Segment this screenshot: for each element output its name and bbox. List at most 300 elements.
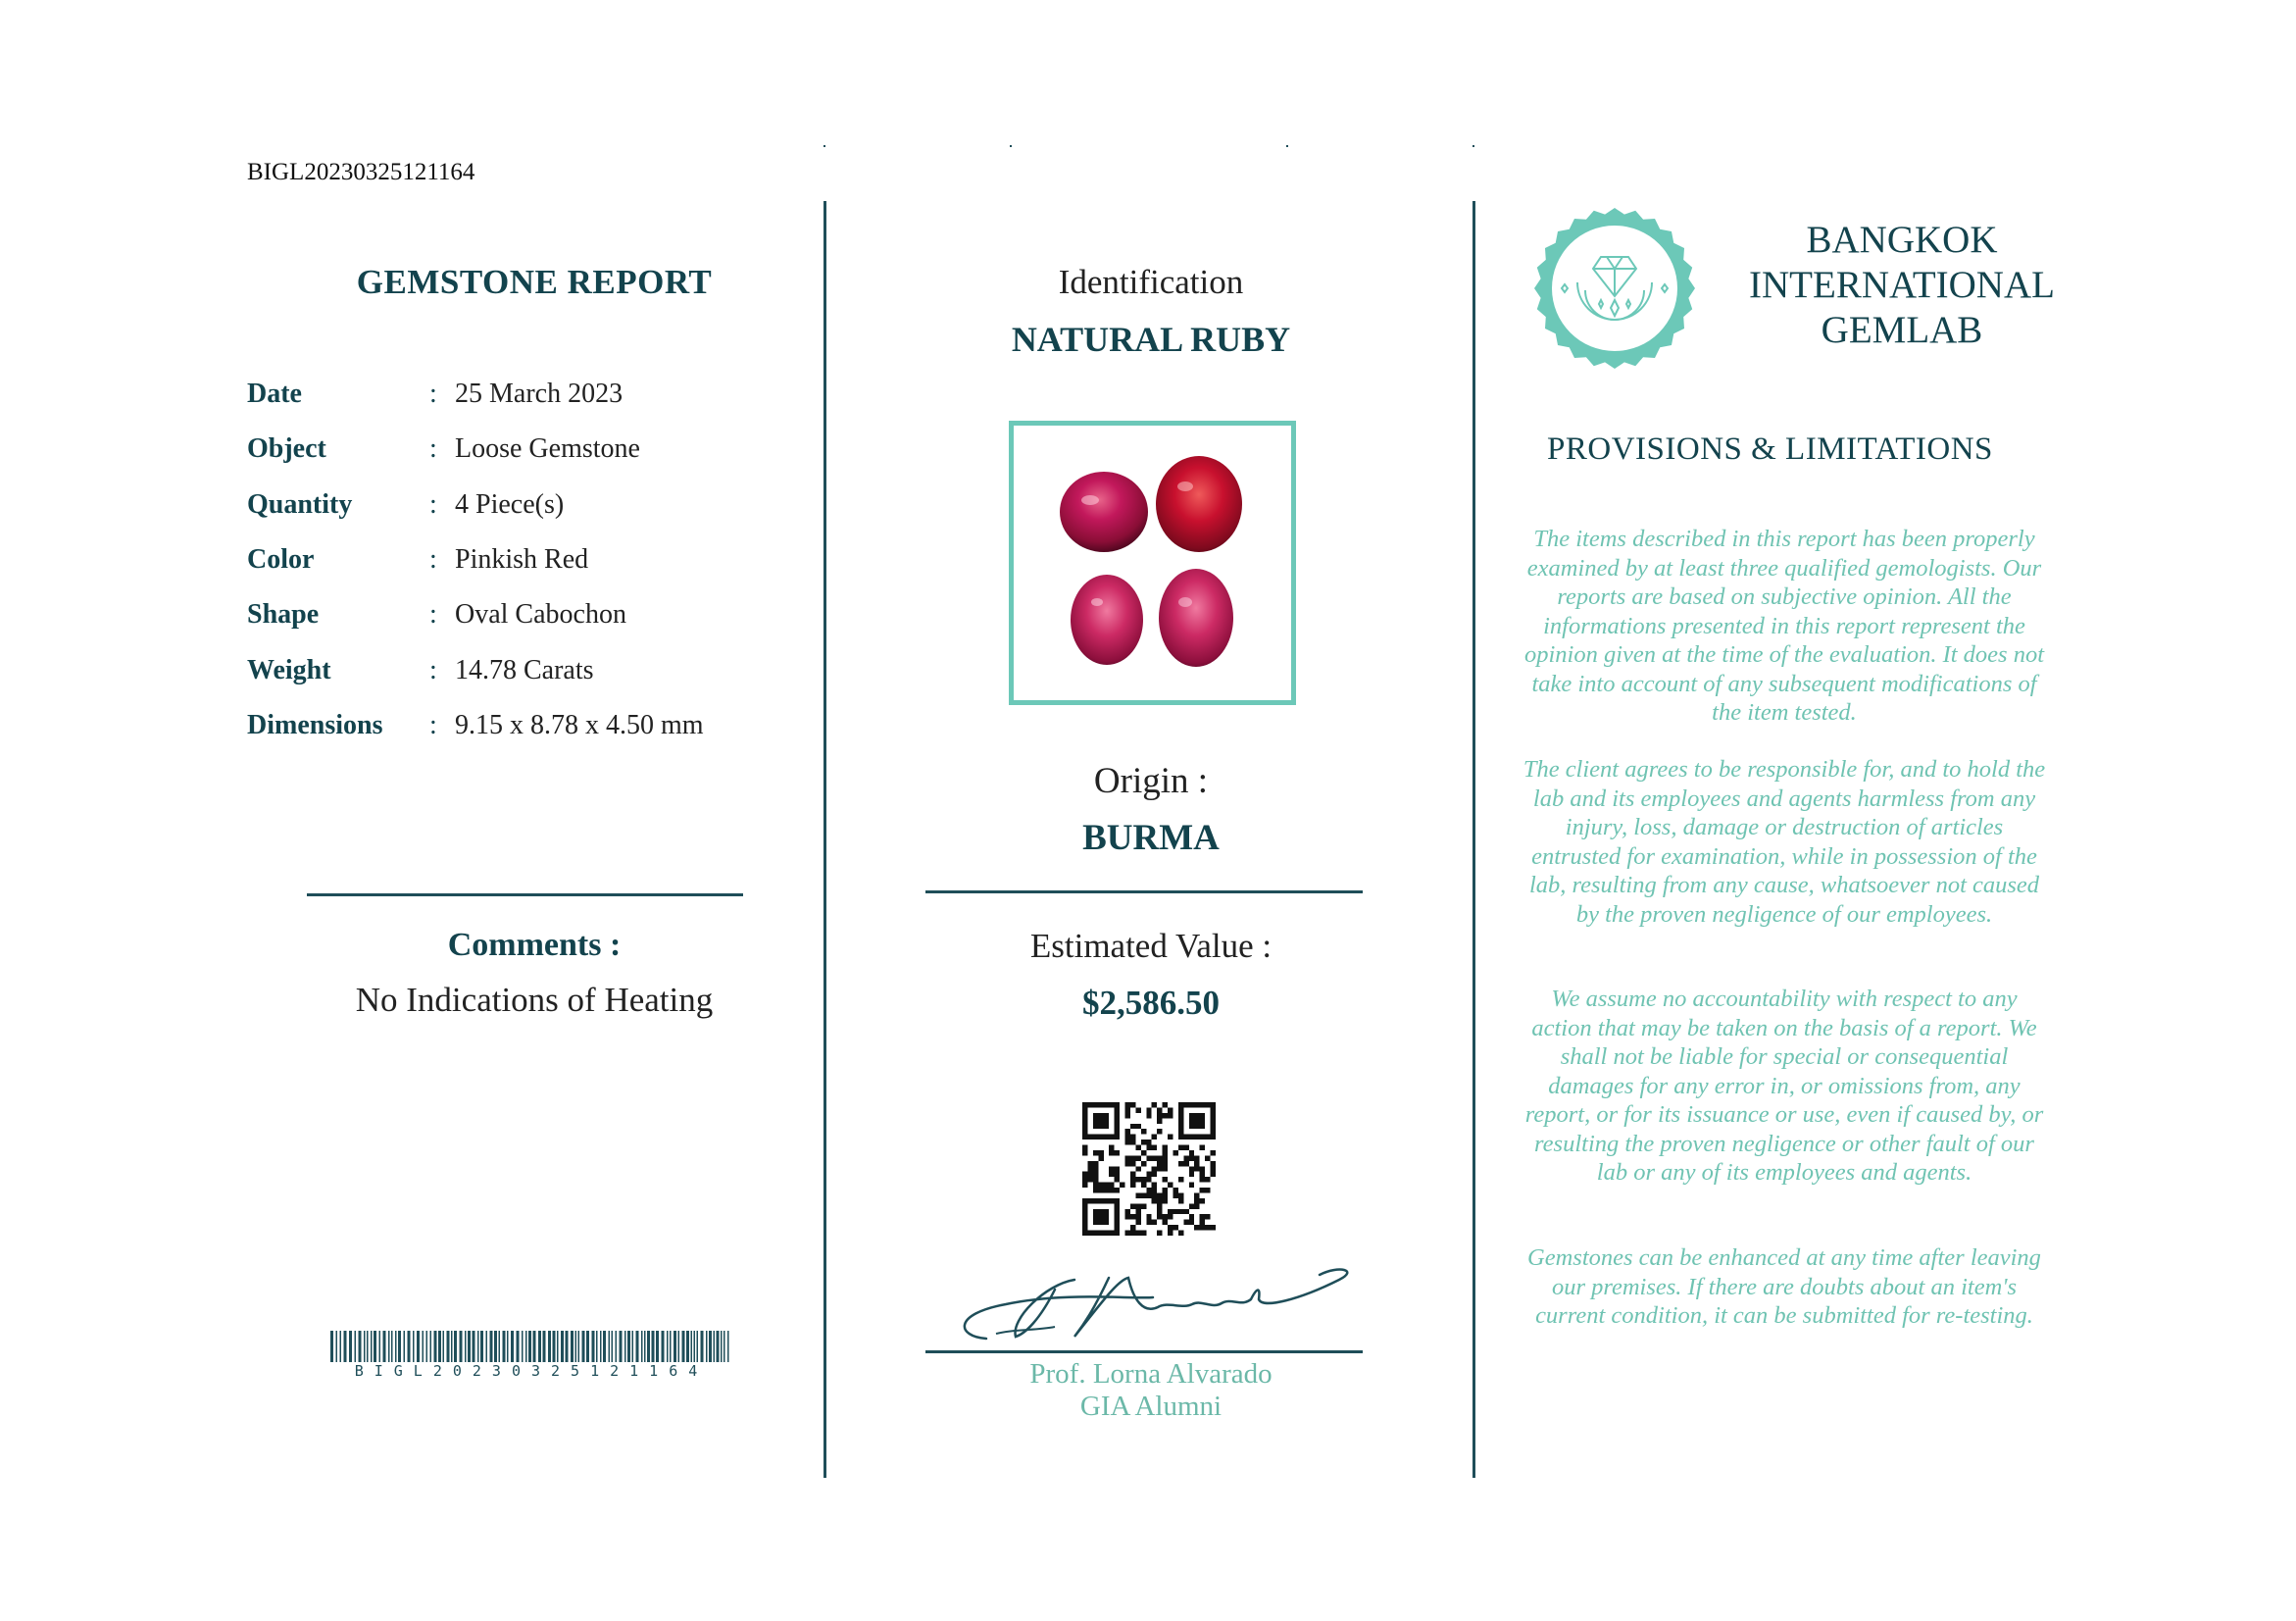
barcode-bar bbox=[364, 1331, 366, 1362]
qr-module bbox=[1135, 1177, 1140, 1182]
qr-module bbox=[1200, 1145, 1205, 1150]
barcode-bar bbox=[371, 1331, 373, 1362]
qr-module bbox=[1157, 1198, 1162, 1203]
qr-module bbox=[1093, 1135, 1098, 1140]
qr-module bbox=[1168, 1214, 1173, 1219]
qr-module bbox=[1082, 1183, 1087, 1188]
qr-module bbox=[1178, 1177, 1183, 1182]
barcode bbox=[330, 1331, 732, 1362]
detail-value: Pinkish Red bbox=[455, 544, 589, 575]
provisions-paragraph: The client agrees to be responsible for, and to hold the lab and its employees and agents harmless from any injury, loss, damage or destruction of articles entrusted for examination, while in possession of the lab, resulting from any cause, whatsoever not caused by the proven negligence of our employees. bbox=[1522, 756, 2046, 928]
qr-module bbox=[1178, 1135, 1183, 1140]
qr-module bbox=[1115, 1107, 1120, 1112]
qr-module bbox=[1194, 1203, 1199, 1208]
qr-module bbox=[1125, 1107, 1130, 1112]
qr-module bbox=[1194, 1166, 1199, 1171]
barcode-bar bbox=[670, 1331, 672, 1362]
qr-module bbox=[1093, 1209, 1098, 1214]
provisions-paragraph: We assume no accountability with respect to any action that may be taken on the basis of a report. We shall not be liable for special or consequential damages for any error in, or omissions from, any report, or for its issuance or use, even if caused by, or resulting the proven negligence or other fault of our lab or any of its employees and agents. bbox=[1524, 986, 2044, 1186]
barcode-bar bbox=[408, 1331, 411, 1362]
detail-separator: : bbox=[429, 655, 437, 685]
barcode-bar bbox=[641, 1331, 643, 1362]
qr-module bbox=[1173, 1150, 1177, 1155]
qr-module bbox=[1152, 1188, 1157, 1192]
qr-module bbox=[1109, 1172, 1114, 1177]
barcode-bar bbox=[656, 1331, 659, 1362]
qr-module bbox=[1163, 1113, 1168, 1118]
qr-module bbox=[1087, 1172, 1092, 1177]
barcode-bar bbox=[644, 1331, 646, 1362]
barcode-bar bbox=[596, 1331, 598, 1362]
qr-module bbox=[1130, 1124, 1135, 1129]
qr-module bbox=[1104, 1188, 1109, 1192]
qr-module bbox=[1200, 1102, 1205, 1107]
qr-module bbox=[1205, 1177, 1210, 1182]
barcode-bar bbox=[460, 1331, 463, 1362]
qr-module bbox=[1093, 1172, 1098, 1177]
barcode-bar bbox=[480, 1331, 483, 1362]
qr-module bbox=[1194, 1161, 1199, 1166]
qr-module bbox=[1087, 1177, 1092, 1182]
qr-module bbox=[1115, 1102, 1120, 1107]
detail-label: Date bbox=[247, 379, 302, 409]
qr-module bbox=[1104, 1124, 1109, 1129]
qr-module bbox=[1157, 1214, 1162, 1219]
detail-separator: : bbox=[429, 489, 437, 520]
qr-module bbox=[1141, 1203, 1146, 1208]
qr-module bbox=[1146, 1188, 1151, 1192]
barcode-bar bbox=[391, 1331, 393, 1362]
qr-module bbox=[1168, 1113, 1173, 1118]
provisions-paragraph: Gemstones can be enhanced at any time after leaving our premises. If there are doubts about an item's current condition, it can be submitted for re-testing. bbox=[1527, 1244, 2041, 1329]
barcode-bar bbox=[330, 1331, 333, 1362]
qr-module bbox=[1082, 1129, 1087, 1134]
qr-module bbox=[1173, 1188, 1177, 1192]
qr-module bbox=[1157, 1129, 1162, 1134]
qr-module bbox=[1163, 1150, 1168, 1155]
qr-module bbox=[1205, 1102, 1210, 1107]
qr-module bbox=[1211, 1124, 1216, 1129]
qr-module bbox=[1211, 1166, 1216, 1171]
qr-module bbox=[1141, 1129, 1146, 1134]
qr-module bbox=[1189, 1135, 1194, 1140]
qr-module bbox=[1178, 1231, 1183, 1236]
lab-name bbox=[1725, 218, 2078, 353]
barcode-bar bbox=[367, 1331, 369, 1362]
qr-module bbox=[1135, 1192, 1140, 1197]
barcode-bar bbox=[543, 1331, 546, 1362]
qr-module bbox=[1093, 1188, 1098, 1192]
qr-module bbox=[1115, 1231, 1120, 1236]
qr-module bbox=[1115, 1129, 1120, 1134]
qr-module bbox=[1104, 1102, 1109, 1107]
qr-module bbox=[1104, 1231, 1109, 1236]
signature bbox=[947, 1260, 1359, 1353]
qr-module bbox=[1135, 1220, 1140, 1225]
qr-module bbox=[1141, 1140, 1146, 1144]
qr-module bbox=[1125, 1209, 1130, 1214]
qr-module bbox=[1211, 1129, 1216, 1134]
qr-module bbox=[1115, 1124, 1120, 1129]
qr-module bbox=[1135, 1203, 1140, 1208]
qr-module bbox=[1093, 1102, 1098, 1107]
qr-module bbox=[1093, 1166, 1098, 1171]
qr-module bbox=[1200, 1172, 1205, 1177]
estimated-value-amount: $2,586.50 bbox=[1082, 984, 1220, 1022]
qr-module bbox=[1157, 1166, 1162, 1171]
qr-module bbox=[1178, 1124, 1183, 1129]
lab-seal-logo bbox=[1532, 206, 1697, 371]
barcode-bar bbox=[575, 1331, 577, 1362]
barcode-bar bbox=[379, 1331, 381, 1362]
barcode-bar bbox=[678, 1331, 680, 1362]
qr-module bbox=[1104, 1209, 1109, 1214]
detail-value: 14.78 Carats bbox=[455, 655, 594, 685]
signer-title: GIA Alumni bbox=[1079, 1391, 1223, 1422]
qr-module bbox=[1163, 1198, 1168, 1203]
barcode-bar bbox=[724, 1331, 725, 1362]
qr-module bbox=[1087, 1135, 1092, 1140]
qr-module bbox=[1082, 1145, 1087, 1150]
barcode-bar bbox=[538, 1331, 541, 1362]
qr-module bbox=[1211, 1150, 1216, 1155]
barcode-bar bbox=[691, 1331, 693, 1362]
barcode-bar bbox=[717, 1331, 720, 1362]
detail-separator: : bbox=[429, 544, 437, 575]
qr-module bbox=[1130, 1155, 1135, 1160]
origin-label: Origin : bbox=[1093, 761, 1209, 801]
qr-module bbox=[1146, 1172, 1151, 1177]
qr-module bbox=[1115, 1135, 1120, 1140]
barcode-bar bbox=[557, 1331, 559, 1362]
qr-module bbox=[1211, 1107, 1216, 1112]
qr-module bbox=[1157, 1161, 1162, 1166]
qr-module bbox=[1168, 1107, 1173, 1112]
qr-module bbox=[1093, 1118, 1098, 1123]
qr-module bbox=[1194, 1102, 1199, 1107]
barcode-bar bbox=[423, 1331, 424, 1362]
barcode-bar bbox=[709, 1331, 712, 1362]
qr-module bbox=[1115, 1209, 1120, 1214]
qr-module bbox=[1093, 1161, 1098, 1166]
barcode-bar bbox=[533, 1331, 536, 1362]
qr-module bbox=[1173, 1192, 1177, 1197]
qr-module bbox=[1178, 1113, 1183, 1118]
qr-module bbox=[1178, 1118, 1183, 1123]
barcode-bar bbox=[582, 1331, 585, 1362]
barcode-bar bbox=[686, 1331, 689, 1362]
signer-name: Prof. Lorna Alvarado bbox=[1029, 1358, 1273, 1390]
qr-module bbox=[1135, 1209, 1140, 1214]
qr-module bbox=[1082, 1214, 1087, 1219]
qr-module bbox=[1087, 1102, 1092, 1107]
qr-module bbox=[1130, 1161, 1135, 1166]
qr-module bbox=[1130, 1183, 1135, 1188]
qr-module bbox=[1168, 1225, 1173, 1230]
detail-value: 25 March 2023 bbox=[455, 379, 624, 409]
qr-module bbox=[1211, 1161, 1216, 1166]
qr-module bbox=[1109, 1166, 1114, 1171]
ruby-stone bbox=[1060, 472, 1148, 552]
detail-label: Dimensions bbox=[247, 710, 383, 740]
qr-module bbox=[1082, 1209, 1087, 1214]
qr-module bbox=[1130, 1140, 1135, 1144]
qr-module bbox=[1082, 1113, 1087, 1118]
qr-module bbox=[1146, 1192, 1151, 1197]
qr-module bbox=[1109, 1231, 1114, 1236]
qr-module bbox=[1082, 1203, 1087, 1208]
qr-module bbox=[1135, 1107, 1140, 1112]
qr-module bbox=[1141, 1161, 1146, 1166]
qr-module bbox=[1200, 1188, 1205, 1192]
qr-module bbox=[1125, 1129, 1130, 1134]
qr-module bbox=[1157, 1231, 1162, 1236]
qr-module bbox=[1163, 1214, 1168, 1219]
qr-module bbox=[1093, 1183, 1098, 1188]
qr-module bbox=[1109, 1102, 1114, 1107]
barcode-bar bbox=[490, 1331, 493, 1362]
qr-module bbox=[1098, 1150, 1103, 1155]
qr-module bbox=[1211, 1102, 1216, 1107]
barcode-bar bbox=[447, 1331, 450, 1362]
qr-module bbox=[1082, 1102, 1087, 1107]
detail-label: Color bbox=[247, 544, 315, 575]
qr-module bbox=[1146, 1140, 1151, 1144]
qr-module bbox=[1178, 1198, 1183, 1203]
qr-module bbox=[1115, 1177, 1120, 1182]
qr-module bbox=[1104, 1220, 1109, 1225]
barcode-bar bbox=[612, 1331, 614, 1362]
qr-module bbox=[1082, 1220, 1087, 1225]
qr-module bbox=[1098, 1188, 1103, 1192]
qr-module bbox=[1109, 1183, 1114, 1188]
barcode-bar bbox=[721, 1331, 723, 1362]
barcode-bar bbox=[600, 1331, 602, 1362]
barcode-bar bbox=[344, 1331, 347, 1362]
qr-module bbox=[1082, 1198, 1087, 1203]
ruby-stone bbox=[1156, 456, 1242, 552]
qr-module bbox=[1125, 1135, 1130, 1140]
qr-code[interactable] bbox=[1082, 1102, 1216, 1236]
barcode-bar bbox=[499, 1331, 501, 1362]
qr-module bbox=[1173, 1209, 1177, 1214]
qr-module bbox=[1163, 1145, 1168, 1150]
qr-module bbox=[1152, 1102, 1157, 1107]
qr-module bbox=[1125, 1155, 1130, 1160]
qr-module bbox=[1211, 1113, 1216, 1118]
barcode-bar bbox=[383, 1331, 386, 1362]
crop-mark bbox=[824, 145, 825, 147]
qr-module bbox=[1098, 1113, 1103, 1118]
qr-module bbox=[1200, 1135, 1205, 1140]
barcode-bar bbox=[355, 1331, 357, 1362]
qr-module bbox=[1104, 1113, 1109, 1118]
section-divider bbox=[307, 893, 743, 896]
qr-module bbox=[1178, 1161, 1183, 1166]
barcode-bar bbox=[571, 1331, 574, 1362]
qr-module bbox=[1163, 1192, 1168, 1197]
qr-module bbox=[1200, 1225, 1205, 1230]
qr-module bbox=[1146, 1177, 1151, 1182]
barcode-bar bbox=[624, 1331, 626, 1362]
qr-module bbox=[1183, 1145, 1188, 1150]
qr-module bbox=[1098, 1155, 1103, 1160]
barcode-bar bbox=[620, 1331, 623, 1362]
qr-module bbox=[1093, 1150, 1098, 1155]
barcode-bar bbox=[417, 1331, 420, 1362]
qr-module bbox=[1200, 1113, 1205, 1118]
qr-module bbox=[1146, 1214, 1151, 1219]
qr-module bbox=[1093, 1220, 1098, 1225]
qr-module bbox=[1178, 1145, 1183, 1150]
barcode-bar bbox=[468, 1331, 471, 1362]
barcode-bar bbox=[336, 1331, 338, 1362]
report-title: GEMSTONE REPORT bbox=[356, 263, 713, 301]
qr-module bbox=[1082, 1118, 1087, 1123]
qr-module bbox=[1194, 1198, 1199, 1203]
qr-module bbox=[1157, 1113, 1162, 1118]
qr-module bbox=[1109, 1198, 1114, 1203]
qr-module bbox=[1104, 1214, 1109, 1219]
qr-module bbox=[1189, 1166, 1194, 1171]
qr-module bbox=[1082, 1225, 1087, 1230]
qr-module bbox=[1093, 1177, 1098, 1182]
qr-module bbox=[1146, 1155, 1151, 1160]
barcode-bar bbox=[477, 1331, 479, 1362]
qr-module bbox=[1189, 1220, 1194, 1225]
qr-module bbox=[1104, 1198, 1109, 1203]
provisions-title: PROVISIONS & LIMITATIONS bbox=[1547, 431, 1993, 467]
qr-module bbox=[1200, 1198, 1205, 1203]
qr-module bbox=[1130, 1177, 1135, 1182]
qr-module bbox=[1098, 1135, 1103, 1140]
qr-module bbox=[1125, 1214, 1130, 1219]
detail-label: Quantity bbox=[247, 489, 353, 520]
qr-module bbox=[1163, 1177, 1168, 1182]
barcode-bar bbox=[434, 1331, 437, 1362]
barcode-bar bbox=[374, 1331, 376, 1362]
qr-module bbox=[1135, 1166, 1140, 1171]
signature-line bbox=[925, 1350, 1363, 1353]
qr-module bbox=[1163, 1220, 1168, 1225]
qr-module bbox=[1087, 1198, 1092, 1203]
barcode-bar bbox=[443, 1331, 445, 1362]
qr-module bbox=[1189, 1183, 1194, 1188]
barcode-bar bbox=[340, 1331, 342, 1362]
qr-module bbox=[1125, 1231, 1130, 1236]
barcode-bar bbox=[507, 1331, 509, 1362]
qr-module bbox=[1152, 1155, 1157, 1160]
qr-module bbox=[1135, 1145, 1140, 1150]
barcode-bar bbox=[528, 1331, 531, 1362]
qr-module bbox=[1189, 1124, 1194, 1129]
qr-module bbox=[1130, 1214, 1135, 1219]
detail-separator: : bbox=[429, 599, 437, 630]
qr-module bbox=[1146, 1113, 1151, 1118]
qr-module bbox=[1115, 1166, 1120, 1171]
qr-module bbox=[1098, 1183, 1103, 1188]
barcode-bar bbox=[616, 1331, 618, 1362]
qr-module bbox=[1082, 1150, 1087, 1155]
detail-value: Oval Cabochon bbox=[455, 599, 626, 630]
qr-module bbox=[1189, 1150, 1194, 1155]
qr-module bbox=[1098, 1220, 1103, 1225]
qr-module bbox=[1200, 1214, 1205, 1219]
qr-module bbox=[1205, 1188, 1210, 1192]
barcode-bar bbox=[592, 1331, 595, 1362]
comments-value: No Indications of Heating bbox=[355, 981, 714, 1019]
ruby-stone bbox=[1071, 575, 1143, 665]
qr-module bbox=[1189, 1155, 1194, 1160]
barcode-bar bbox=[627, 1331, 630, 1362]
qr-module bbox=[1115, 1214, 1120, 1219]
qr-module bbox=[1178, 1107, 1183, 1112]
qr-module bbox=[1152, 1166, 1157, 1171]
qr-module bbox=[1152, 1135, 1157, 1140]
qr-module bbox=[1098, 1124, 1103, 1129]
qr-module bbox=[1082, 1231, 1087, 1236]
qr-module bbox=[1115, 1113, 1120, 1118]
barcode-bar bbox=[486, 1331, 488, 1362]
qr-module bbox=[1093, 1113, 1098, 1118]
qr-module bbox=[1163, 1188, 1168, 1192]
barcode-bar bbox=[426, 1331, 428, 1362]
barcode-bar bbox=[511, 1331, 514, 1362]
qr-module bbox=[1115, 1172, 1120, 1177]
barcode-bar bbox=[525, 1331, 527, 1362]
qr-module bbox=[1205, 1225, 1210, 1230]
qr-module bbox=[1082, 1135, 1087, 1140]
qr-module bbox=[1135, 1214, 1140, 1219]
barcode-bar bbox=[566, 1331, 569, 1362]
barcode-bar bbox=[652, 1331, 655, 1362]
qr-module bbox=[1098, 1209, 1103, 1214]
barcode-bar bbox=[404, 1331, 406, 1362]
qr-module bbox=[1104, 1183, 1109, 1188]
qr-module bbox=[1157, 1203, 1162, 1208]
qr-module bbox=[1146, 1145, 1151, 1150]
qr-module bbox=[1211, 1118, 1216, 1123]
qr-module bbox=[1189, 1214, 1194, 1219]
barcode-bar bbox=[727, 1331, 729, 1362]
qr-module bbox=[1211, 1135, 1216, 1140]
barcode-bar bbox=[636, 1331, 639, 1362]
qr-module bbox=[1194, 1124, 1199, 1129]
qr-module bbox=[1194, 1113, 1199, 1118]
estimated-value-label: Estimated Value : bbox=[1029, 927, 1273, 965]
barcode-bar bbox=[553, 1331, 556, 1362]
qr-module bbox=[1093, 1214, 1098, 1219]
barcode-bar bbox=[451, 1331, 453, 1362]
detail-separator: : bbox=[429, 379, 437, 409]
qr-module bbox=[1152, 1220, 1157, 1225]
qr-module bbox=[1141, 1183, 1146, 1188]
lab-name-line: INTERNATIONAL bbox=[1749, 264, 2055, 306]
qr-module bbox=[1130, 1135, 1135, 1140]
qr-module bbox=[1098, 1118, 1103, 1123]
barcode-bar bbox=[430, 1331, 432, 1362]
qr-module bbox=[1211, 1172, 1216, 1177]
barcode-bar bbox=[473, 1331, 475, 1362]
barcode-bar bbox=[609, 1331, 611, 1362]
qr-module bbox=[1087, 1161, 1092, 1166]
barcode-bar bbox=[578, 1331, 580, 1362]
detail-label: Weight bbox=[247, 655, 331, 685]
qr-module bbox=[1098, 1231, 1103, 1236]
qr-module bbox=[1152, 1198, 1157, 1203]
qr-module bbox=[1141, 1231, 1146, 1236]
comments-label: Comments : bbox=[447, 927, 622, 963]
